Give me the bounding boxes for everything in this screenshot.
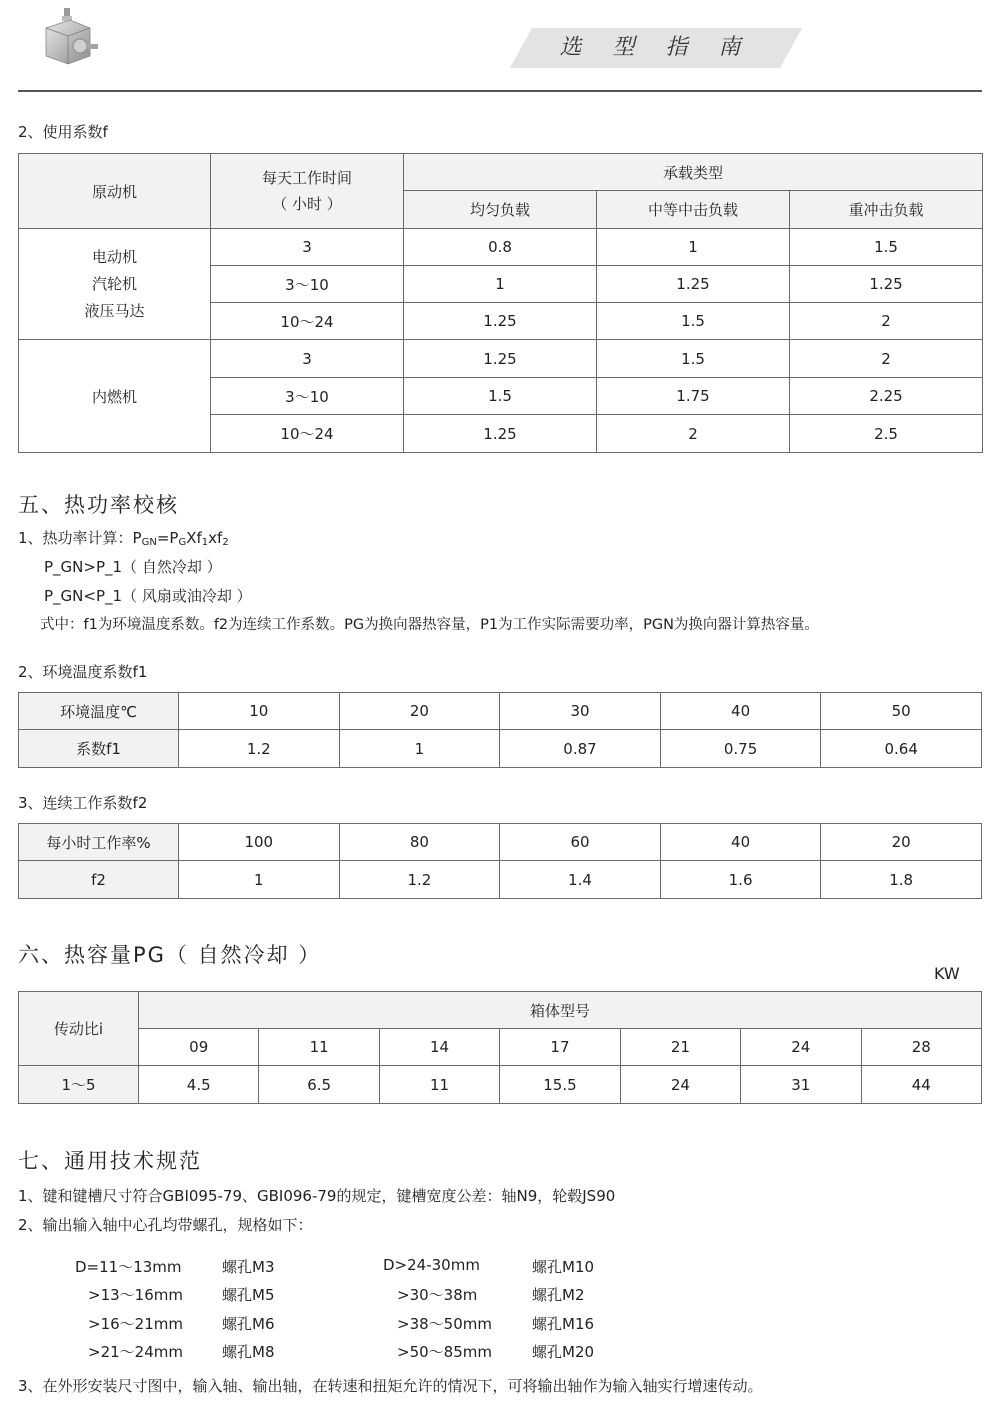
table-cell: 0.87 [500,730,661,768]
row-label: f2 [19,861,179,899]
spec-range: D=11～13mm [75,1258,182,1276]
table-cell: 24 [741,1029,861,1066]
table-cell: 2 [597,415,790,453]
table-cell: 17 [500,1029,620,1066]
table-cell: 1 [404,266,597,303]
spec-line-2: 2、输出输入轴中心孔均带螺孔，规格如下： [18,1216,313,1234]
table-cell: 50 [821,693,982,730]
table-cell: 2.25 [790,378,983,415]
spec-thread: 螺孔M8 [222,1343,275,1361]
table-cell: 1.2 [179,730,340,768]
spec-thread: 螺孔M3 [222,1258,275,1276]
thermal-capacity-table [18,991,982,1104]
table-cell: 10～24 [211,303,404,340]
spec-range: >21～24mm [88,1343,183,1361]
thermal-formula-line: 1、热功率计算：$P_{GN}=P_GXf_1xf_2$ [18,529,229,548]
fan-cooling-condition: P_GN<P_1（ 风扇或油冷却 ） [44,587,252,605]
table-cell: 60 [500,824,661,861]
formula-note: 式中：f1为环境温度系数。f2为连续工作系数。PG为换向器热容量，P1为工作实际需要功率，PGN为换向器计算热容量。 [40,617,819,633]
table-row [19,861,982,899]
table-row [19,340,983,378]
table-cell: 24 [620,1066,740,1104]
spec-thread: 螺孔M16 [532,1315,595,1333]
header-ratio: 传动比i [19,992,139,1066]
table-cell: 21 [620,1029,740,1066]
table-cell: 3～10 [211,378,404,415]
row-label: 每小时工作率% [19,824,179,861]
table-cell: 40 [660,824,821,861]
spec-range: D>24-30mm [383,1256,480,1274]
table-cell: 0.8 [404,229,597,266]
table-cell: 15.5 [500,1066,620,1104]
row-label: 系数f1 [19,730,179,768]
prime-mover-group-electric: 电动机 汽轮机 液压马达 [19,229,211,340]
table-cell: 40 [660,693,821,730]
gearbox-logo-icon [40,6,102,68]
banner-title: 选 型 指 南 [559,35,753,60]
table-cell: 1.5 [597,340,790,378]
table-cell: 1.25 [404,303,597,340]
ambient-temp-table [18,692,982,768]
table-cell: 1 [179,861,340,899]
table-cell: 09 [139,1029,259,1066]
table-cell: 1.25 [790,266,983,303]
table-cell: 1.2 [339,861,500,899]
table-cell: 1 [597,229,790,266]
table-cell: 2 [790,303,983,340]
spec-thread: 螺孔M5 [222,1286,275,1304]
spec-range: >38～50mm [397,1315,492,1333]
spec-range: >30～38m [397,1286,478,1304]
section-7-title: 七、通用技术规范 [18,1149,202,1173]
table-cell: 14 [379,1029,499,1066]
table-row [19,730,982,768]
table-row [19,824,982,861]
table-cell: 1 [339,730,500,768]
spec-line-1: 1、键和键槽尺寸符合GBI095-79、GBI096-79的规定，键槽宽度公差：轴N9，轮毂JS90 [18,1187,616,1205]
spec-range: >13～16mm [88,1286,183,1304]
table-cell: 10 [179,693,340,730]
header-medium-shock: 中等中击负载 [597,191,790,229]
table-cell: 20 [339,693,500,730]
duty-factor-table [18,823,982,899]
header-divider [18,90,982,92]
table-cell: 2.5 [790,415,983,453]
table-cell: 80 [339,824,500,861]
prime-mover-group-combustion: 内燃机 [19,340,211,453]
table-row [19,1066,982,1104]
service-factor-heading: 2、使用系数f [18,123,108,141]
section-5-title: 五、热功率校核 [18,493,179,517]
spec-thread: 螺孔M10 [532,1258,595,1276]
table-cell: 3 [211,340,404,378]
table-cell: 20 [821,824,982,861]
table-cell: 31 [741,1066,861,1104]
table-row [19,1029,982,1066]
natural-cooling-condition: P_GN>P_1（ 自然冷却 ） [44,558,222,576]
table-cell: 1.8 [821,861,982,899]
table-cell: 100 [179,824,340,861]
row-label: 环境温度℃ [19,693,179,730]
service-factor-table [18,153,983,453]
table-cell: 1.25 [404,340,597,378]
table-cell: 44 [861,1066,981,1104]
header-box-model: 箱体型号 [139,992,982,1029]
duty-factor-heading: 3、连续工作系数f2 [18,794,148,812]
header-uniform-load: 均匀负载 [404,191,597,229]
table-row [19,693,982,730]
table-cell: 11 [259,1029,379,1066]
table-cell: 28 [861,1029,981,1066]
ambient-temp-heading: 2、环境温度系数f1 [18,663,148,681]
spec-thread: 螺孔M6 [222,1315,275,1333]
table-cell: 2 [790,340,983,378]
table-cell: 10～24 [211,415,404,453]
header-heavy-shock: 重冲击负载 [790,191,983,229]
unit-label: KW [934,964,960,983]
spec-range: >50～85mm [397,1343,492,1361]
section-6-title: 六、热容量PG（ 自然冷却 ） [18,943,322,967]
header-load-type: 承载类型 [404,154,983,191]
table-cell: 6.5 [259,1066,379,1104]
spec-thread: 螺孔M20 [532,1343,595,1361]
table-cell: 1.6 [660,861,821,899]
table-cell: 1.5 [404,378,597,415]
spec-range: >16～21mm [88,1315,183,1333]
table-cell: 1.4 [500,861,661,899]
table-cell: 0.75 [660,730,821,768]
table-cell: 3 [211,229,404,266]
spec-thread: 螺孔M2 [532,1286,585,1304]
table-cell: 1.75 [597,378,790,415]
table-cell: 1.25 [597,266,790,303]
table-cell: 1.5 [790,229,983,266]
table-cell: 0.64 [821,730,982,768]
table-cell: 11 [379,1066,499,1104]
table-cell: 4.5 [139,1066,259,1104]
table-cell: 1.25 [404,415,597,453]
header-daily-hours: 每天工作时间 （ 小时 ） [211,154,404,229]
spec-line-3: 3、在外形安装尺寸图中，输入轴、输出轴，在转速和扭矩允许的情况下，可将输出轴作为输入轴实行增速传动。 [18,1377,763,1395]
table-cell: 30 [500,693,661,730]
table-row [19,229,983,266]
header-prime-mover: 原动机 [19,154,211,229]
table-cell: 1.5 [597,303,790,340]
row-label: 1～5 [19,1066,139,1104]
table-cell: 3～10 [211,266,404,303]
